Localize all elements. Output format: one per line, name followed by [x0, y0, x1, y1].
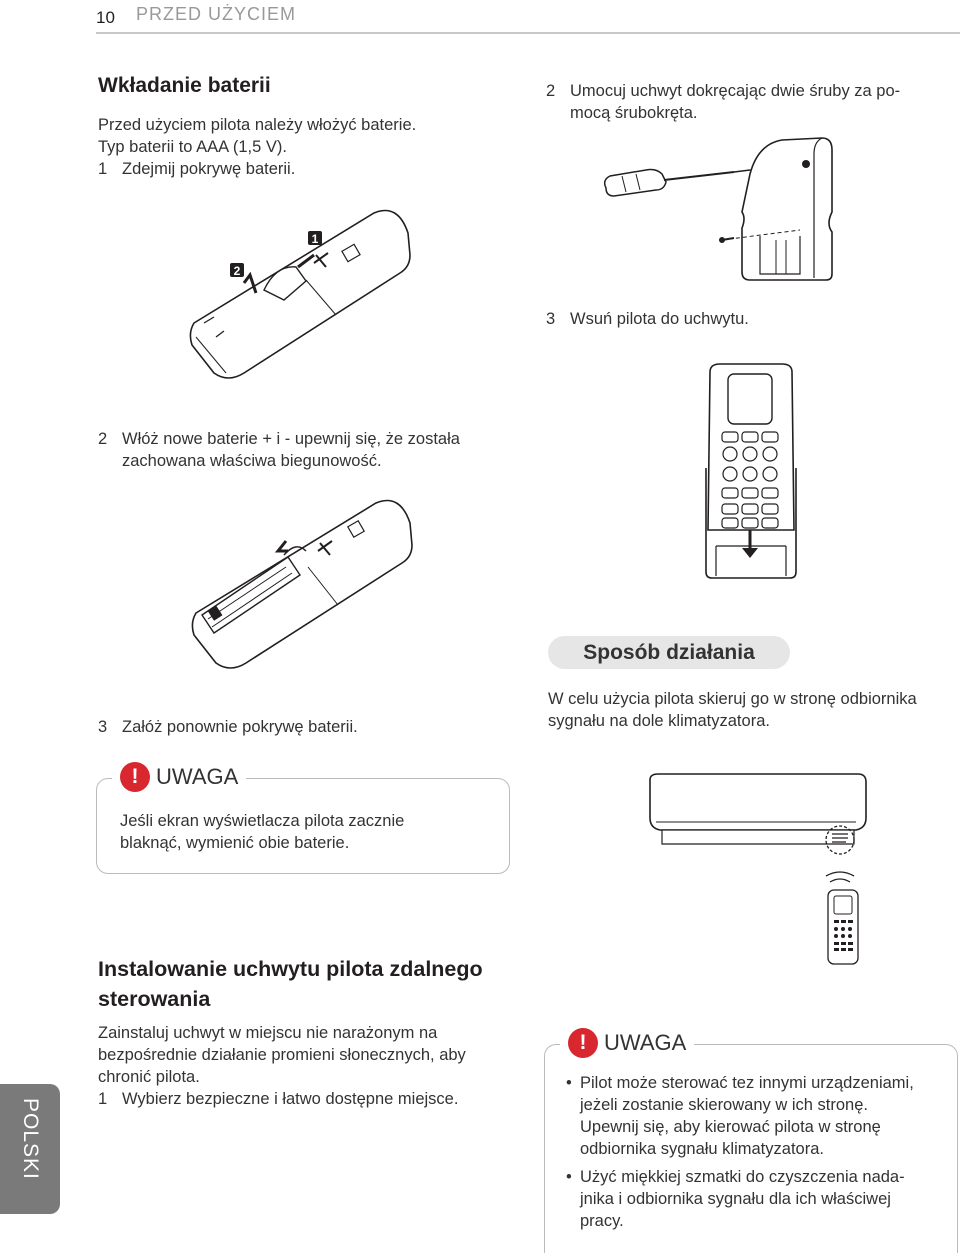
note-1-header: [112, 762, 246, 792]
holder-step-2: [546, 80, 900, 124]
remote-in-holder-illustration: [698, 360, 804, 582]
intro-line-2: Typ baterii to AAA (1,5 V).: [98, 138, 287, 156]
note-2-bullet-1: [566, 1072, 952, 1160]
batteries-title: Wkładanie baterii: [98, 74, 271, 97]
note-2-text: [566, 1072, 952, 1238]
step-number: 2: [546, 82, 556, 100]
bullet-line: odbiornika sygnału klimatyzatora.: [580, 1140, 824, 1158]
holder-mounting-illustration: [600, 128, 846, 292]
step-number: 3: [98, 718, 108, 736]
language-tab-label: POLSKI: [19, 1098, 42, 1180]
operation-title: Sposób działania: [548, 636, 790, 669]
warning-icon: !: [568, 1028, 598, 1058]
note-1-text: [120, 810, 404, 854]
note-1-line: blaknąć, wymienić obie baterie.: [120, 834, 350, 852]
operation-text-line: W celu użycia pilota skieruj go w stronę odbiornika: [548, 690, 917, 708]
language-tab: [0, 1084, 60, 1214]
fig-label-2: 2: [233, 264, 241, 278]
bullet-line: jeżeli zostanie skierowany w ich stronę.: [580, 1096, 868, 1114]
bullet-line: Upewnij się, aby kierować pilota w stronę: [580, 1118, 881, 1136]
remote-cover-illustration: [186, 205, 416, 390]
step-text: Wybierz bezpieczne i łatwo dostępne miejsce.: [122, 1090, 459, 1108]
step-text: Umocuj uchwyt dokręcając dwie śruby za po-: [570, 82, 901, 100]
install-step-1: [98, 1088, 466, 1110]
note-2-header: [560, 1028, 694, 1058]
step-text-cont: zachowana właściwa biegunowość.: [122, 452, 382, 470]
install-title: [98, 954, 483, 1014]
note-1-title: UWAGA: [156, 764, 239, 789]
indoor-unit-illustration: [644, 772, 872, 968]
note-2-title: UWAGA: [604, 1030, 687, 1055]
note-2-bullet-2: [566, 1166, 952, 1232]
section-title: PRZED UŻYCIEM: [136, 4, 297, 24]
step-3: [98, 716, 358, 738]
step-text: Wsuń pilota do uchwytu.: [570, 310, 749, 328]
install-text-line: bezpośrednie działanie promieni słonecznych, aby: [98, 1046, 466, 1064]
page-number: 10: [96, 8, 115, 27]
step-1: [98, 158, 416, 180]
bullet-line: jnika i odbiornika sygnału dla ich właściwej: [580, 1190, 891, 1208]
holder-step-3: [546, 308, 749, 330]
step-text: Załóż ponownie pokrywę baterii.: [122, 718, 358, 736]
install-text-line: chronić pilota.: [98, 1068, 200, 1086]
install-title-line: sterowania: [98, 987, 211, 1011]
step-number: 2: [98, 430, 108, 448]
step-number: 1: [98, 1090, 108, 1108]
header-divider: [96, 32, 960, 34]
intro-line-1: Przed użyciem pilota należy włożyć baterie.: [98, 116, 417, 134]
install-text: [98, 1022, 466, 1110]
batteries-intro: [98, 114, 416, 180]
fig-label-1: 1: [311, 232, 319, 246]
step-text: Włóż nowe baterie + i - upewnij się, że została: [122, 430, 460, 448]
operation-text: [548, 688, 917, 732]
warning-icon: !: [120, 762, 150, 792]
step-number: 1: [98, 160, 108, 178]
step-text-cont: mocą śrubokręta.: [570, 104, 698, 122]
step-2: [98, 428, 460, 472]
install-text-line: Zainstaluj uchwyt w miejscu nie narażonym na: [98, 1024, 438, 1042]
bullet-line: pracy.: [580, 1212, 624, 1230]
step-number: 3: [546, 310, 556, 328]
install-title-line: Instalowanie uchwytu pilota zdalnego: [98, 957, 483, 981]
remote-batteries-illustration: [188, 495, 416, 675]
step-text: Zdejmij pokrywę baterii.: [122, 160, 296, 178]
bullet-line: • Pilot może sterować tez innymi urządzeniami,: [580, 1074, 914, 1092]
note-1-line: Jeśli ekran wyświetlacza pilota zacznie: [120, 812, 405, 830]
operation-text-line: sygnału na dole klimatyzatora.: [548, 712, 770, 730]
bullet-line: • Użyć miękkiej szmatki do czyszczenia nada-: [580, 1168, 905, 1186]
